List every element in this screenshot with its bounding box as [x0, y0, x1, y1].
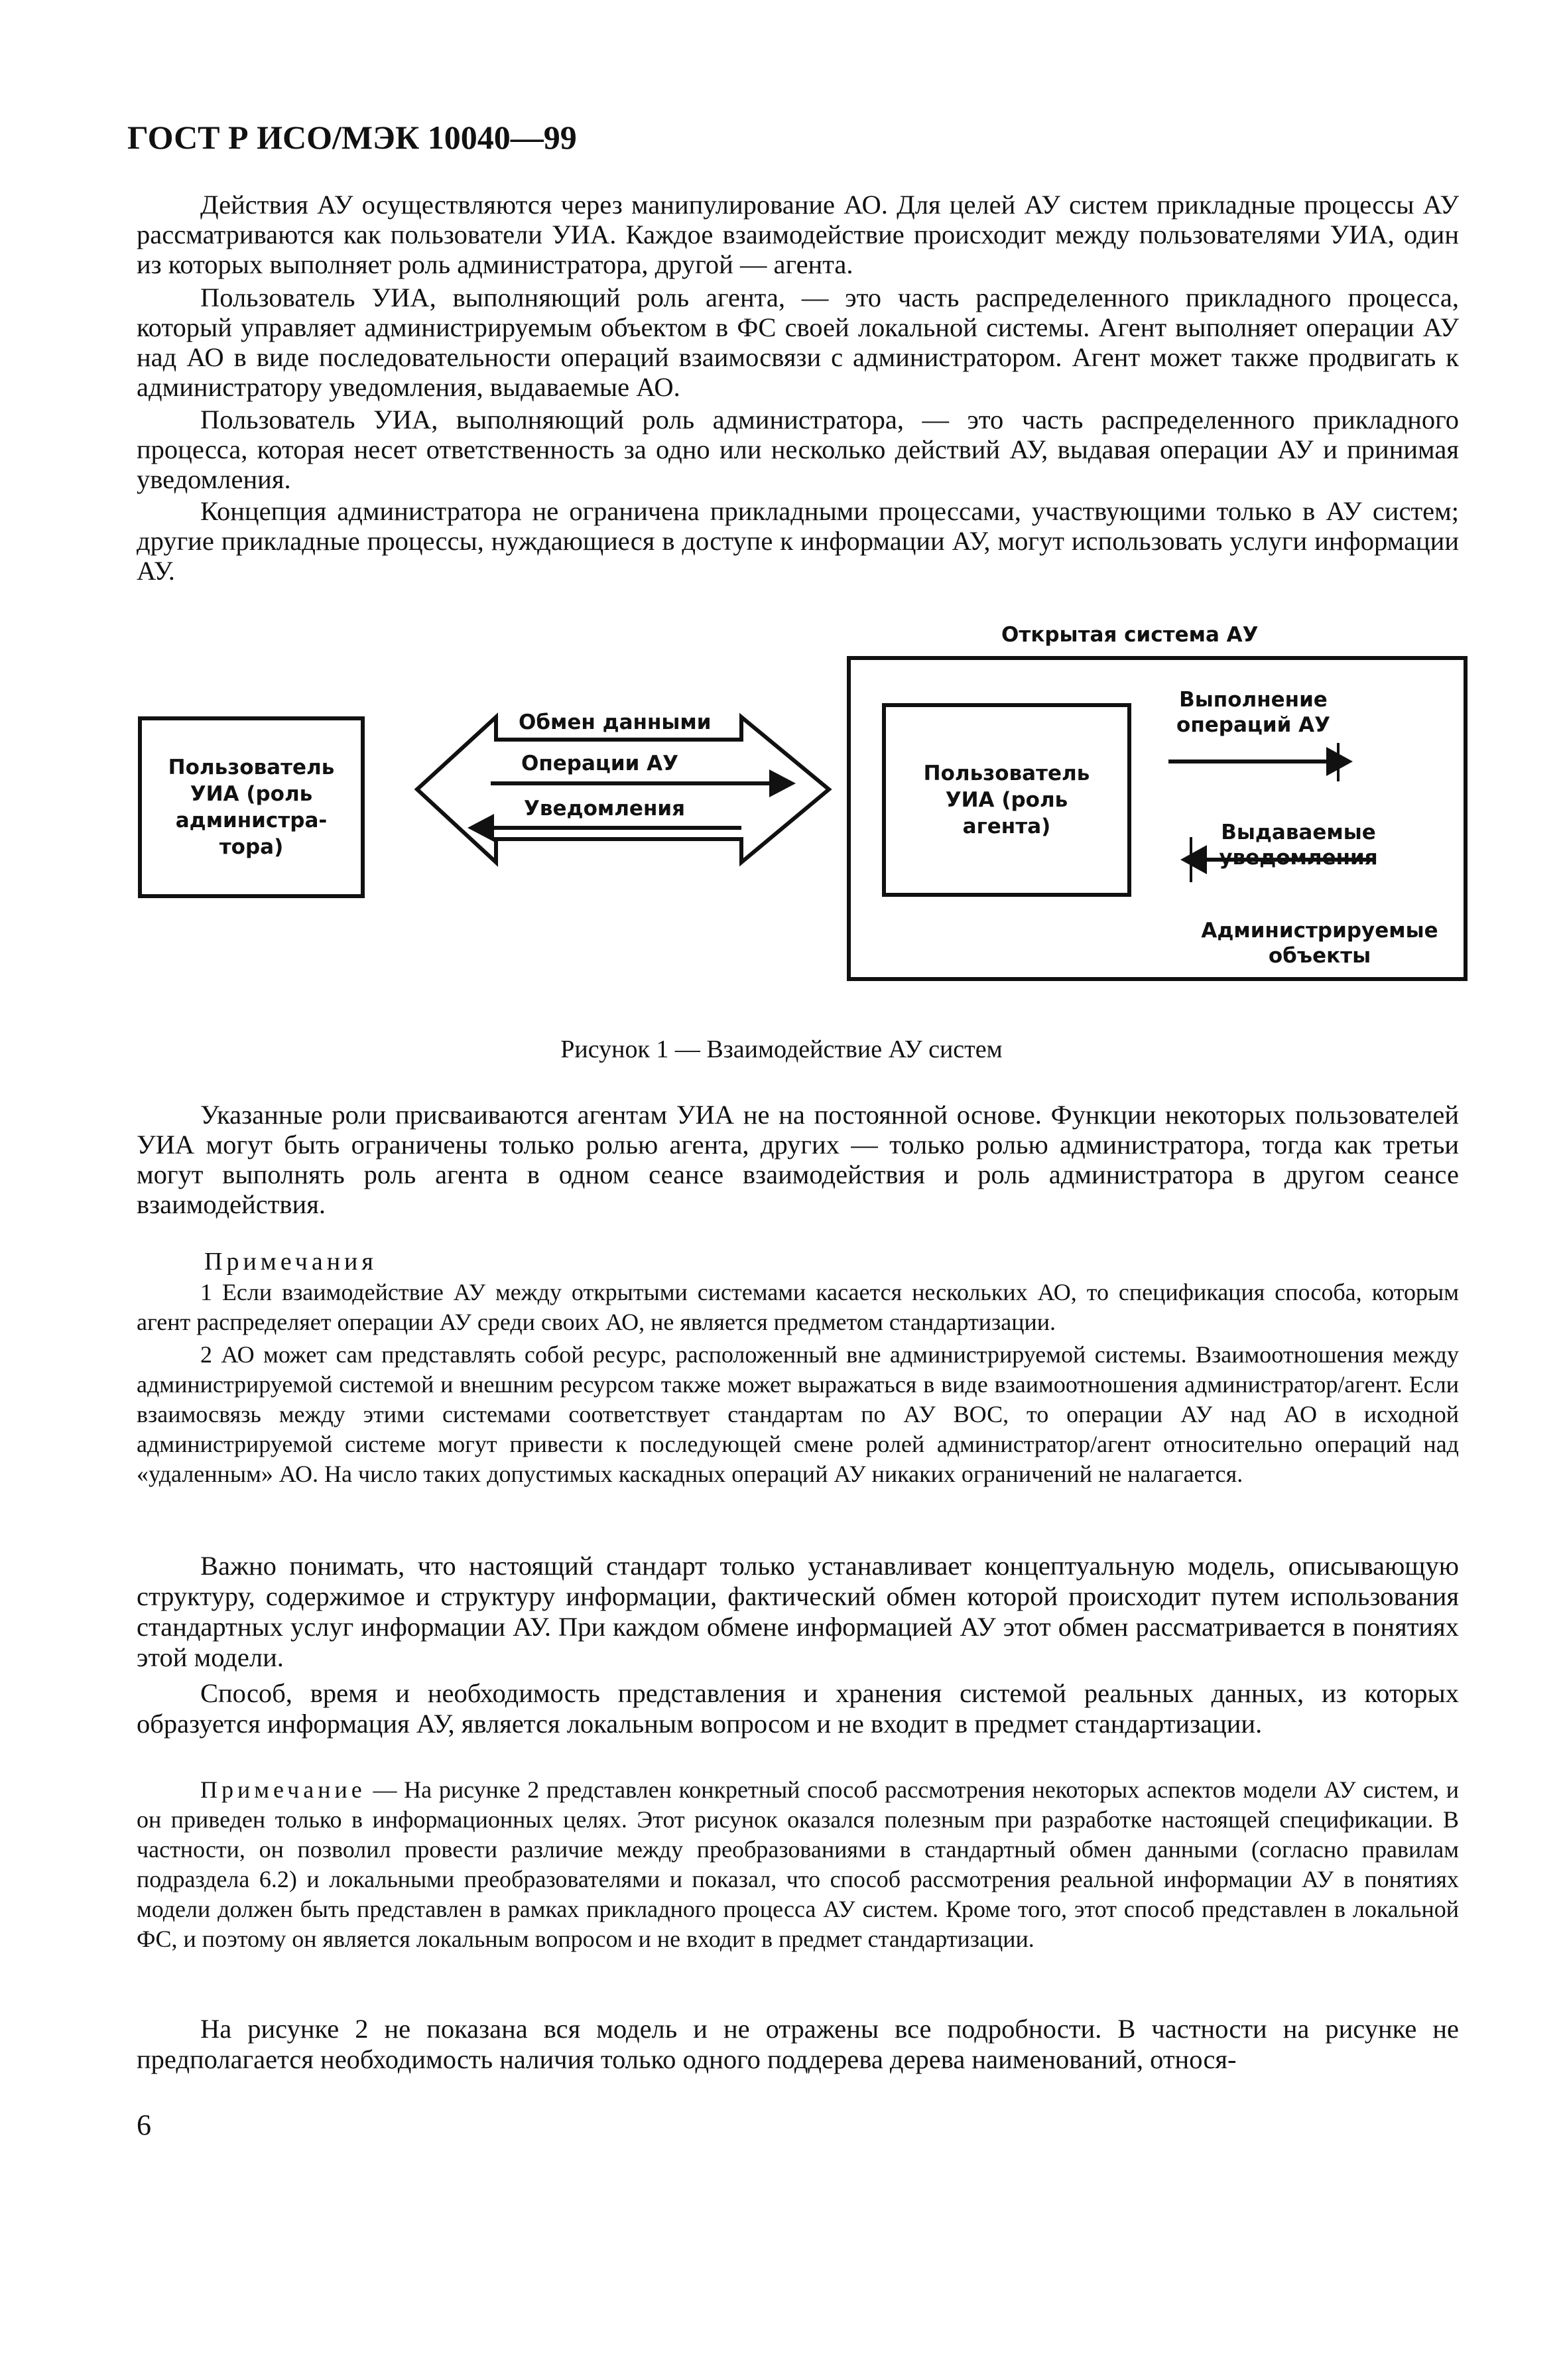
managed-objects-label	[1194, 918, 1446, 968]
agent-box-line-2: УИА (роль	[945, 788, 1068, 812]
paragraph-manager-role: Пользователь УИА, выполняющий роль администратора, — это часть распределенного прикладного процесса, которая несет ответственность за одно или несколько действий АУ, выдавая операции АУ и принимая уведомления.	[137, 405, 1459, 494]
execute-label-line-2: операций АУ	[1176, 713, 1330, 737]
emitted-notifications-label	[1199, 820, 1398, 870]
agent-box-line-3: агента)	[962, 815, 1051, 838]
note-figure-2-heading: Примечание	[200, 1776, 366, 1803]
paragraph-manager-concept: Концепция администратора не ограничена прикладными процессами, участвующими только в АУ систем; другие прикладные процессы, нуждающиеся в доступе к информации АУ, могут использовать услуги информации АУ.	[137, 496, 1459, 586]
execute-operations-label	[1154, 687, 1353, 738]
agent-user-box	[882, 703, 1131, 897]
note-figure-2	[137, 1775, 1459, 1954]
paragraph-agent-role: Пользователь УИА, выполняющий роль агента, — это часть распределенного прикладного процесса, который управляет администрируемым объектом в ФС своей локальной системы. Агент выполняет операции АУ над АО в виде последовательности операций взаимосвязи с администратором. Агент может также продвигать к администратору уведомления, выдаваемые АО.	[137, 283, 1459, 402]
manager-box-line-4: тора)	[219, 835, 284, 859]
note-figure-2-text: — На рисунке 2 представлен конкретный способ рассмотрения некоторых аспектов модели АУ систем, и он приведен только в информационных целях. Этот рисунок оказался полезным при разработке настоящей спецификации. В частности, он позволил провести различие между преобразованиями в стандартный обмен данными (согласно правилам подраздела 6.2) и локальными преобразователями и показал, что способ рассмотрения реальной информации АУ в понятиях модели должен быть представлен в рамках прикладного процесса АУ систем. Кроме того, этот способ представлен в локальной ФС, и поэтому он является локальным вопросом и не входит в предмет стандартизации.	[137, 1776, 1459, 1952]
manager-box-line-3: администра-	[175, 809, 328, 832]
manager-box-line-1: Пользователь	[168, 756, 335, 779]
managed-objects-line-2: объекты	[1268, 944, 1371, 968]
execute-label-line-1: Выполнение	[1179, 688, 1328, 712]
notes-heading: Примечания	[204, 1248, 377, 1276]
document-header: ГОСТ Р ИСО/МЭК 10040—99	[127, 119, 577, 156]
manager-user-box	[138, 716, 365, 898]
notifications-label: Уведомления	[524, 797, 685, 821]
paragraph-roles: Указанные роли присваиваются агентам УИА не на постоянной основе. Функции некоторых пользователей УИА могут быть ограничены только ролью агента, других — только ролью администратора, тогда как третьи могут выполнять роль агента в одном сеансе взаимодействия и роль администратора в другом сеансе взаимодействия.	[137, 1100, 1459, 1219]
agent-box-line-1: Пользователь	[923, 761, 1090, 785]
exchange-arrow-outline	[417, 717, 829, 862]
figure-caption: Рисунок 1 — Взаимодействие АУ систем	[560, 1035, 1003, 1063]
operations-arrow-head	[769, 769, 796, 797]
note-2: 2 АО может сам представлять собой ресурс, расположенный вне администрируемой системы. Взаимоотношения между администрируемой системой и внешним ресурсом также может выражаться в виде взаимоотношения администратор/агент. Если взаимосвязь между этими системами соответствует стандартам по АУ ВОС, то операции АУ над АО в исходной администрируемой системе могут привести к последующей смене ролей администратор/агент относительно операций над «удаленным» АО. На число таких допустимых каскадных операций АУ никаких ограничений не налагается.	[137, 1341, 1459, 1487]
exchange-label: Обмен данными	[519, 710, 712, 734]
paragraph-data-representation: Способ, время и необходимость представления и хранения системой реальных данных, из которых образуется информация АУ, является локальным вопросом и не входит в предмет стандартизации.	[137, 1678, 1459, 1739]
page-number: 6	[137, 2109, 151, 2141]
emitted-label-line-1: Выдаваемые	[1221, 821, 1376, 844]
operations-label: Операции АУ	[521, 752, 679, 775]
open-system-title: Открытая система АУ	[1001, 623, 1259, 647]
managed-objects-line-1: Администрируемые	[1201, 919, 1438, 943]
note-1: 1 Если взаимодействие АУ между открытыми системами касается нескольких АО, то спецификация способа, которым агент распределяет операции АУ среди своих АО, не является предметом стандартизации.	[137, 1279, 1459, 1335]
paragraph-figure-2: На рисунке 2 не показана вся модель и не отражены все подробности. В частности на рисунке не предполагается необходимость наличия только одного поддерева дерева наименований, относя-	[137, 2014, 1459, 2074]
manager-box-line-2: УИА (роль	[190, 782, 313, 806]
emitted-label-line-2: уведомления	[1219, 846, 1378, 870]
paragraph-conceptual-model: Важно понимать, что настоящий стандарт только устанавливает концептуальную модель, описывающую структуру, содержимое и структуру информации, фактический обмен которой происходит путем использования стандартных услуг информации АУ. При каждом обмене информацией АУ этот обмен рассматривается в понятиях этой модели.	[137, 1551, 1459, 1672]
paragraph-actions: Действия АУ осуществляются через манипулирование АО. Для целей АУ систем прикладные процессы АУ рассматриваются как пользователи УИА. Каждое взаимодействие происходит между пользователями УИА, один из которых выполняет роль администратора, другой — агента.	[137, 190, 1459, 279]
